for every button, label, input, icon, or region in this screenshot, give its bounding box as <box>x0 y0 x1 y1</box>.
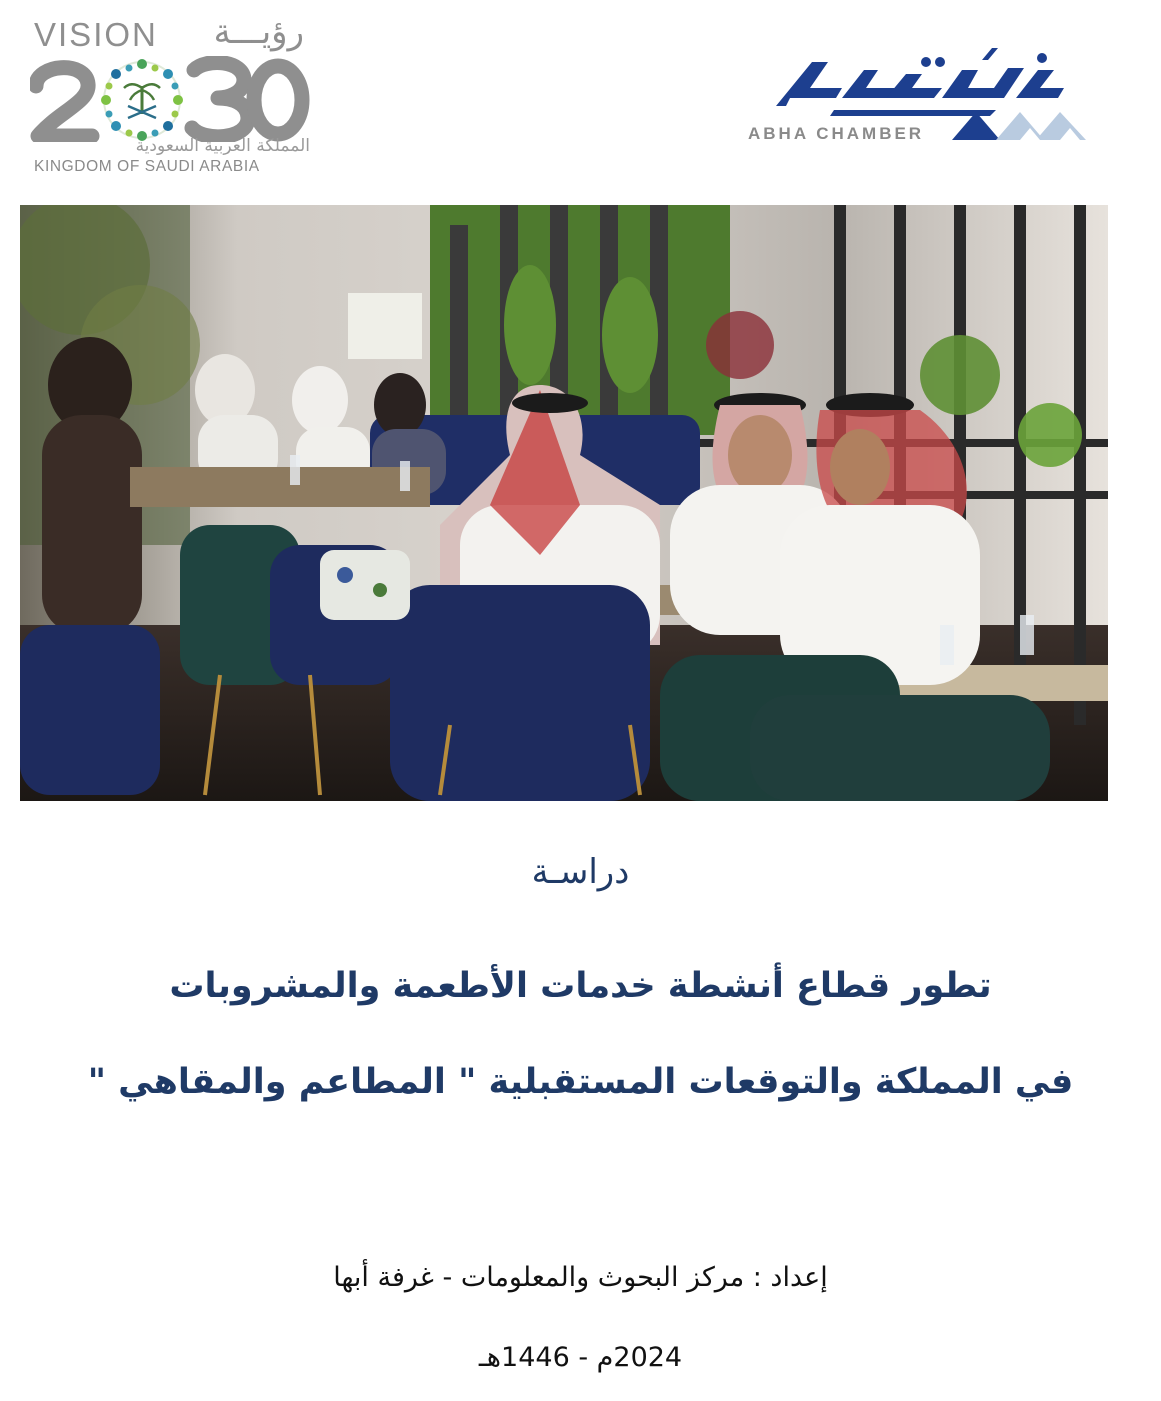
vision-emblem-icon <box>101 59 183 141</box>
cover-kicker: دراسـة <box>531 852 630 892</box>
vision-wordmark <box>34 12 304 60</box>
vision-2030-mark <box>30 56 310 142</box>
restaurant-photo <box>20 205 1108 801</box>
vision-latin-text: VISION <box>34 16 158 53</box>
vision-2030-logo <box>30 12 320 182</box>
cover-title-line-1: تطور قطاع أنشطة خدمات الأطعمة والمشروبات <box>169 966 992 1006</box>
abha-chamber-logo <box>746 40 1092 152</box>
abha-chamber-latin-text: ABHA CHAMBER <box>748 124 925 143</box>
prepared-by: إعداد : مركز البحوث والمعلومات - غرفة أبها <box>333 1262 828 1293</box>
kingdom-arabic-text: المملكة العربية السعودية <box>135 136 310 156</box>
kingdom-english-text: KINGDOM OF SAUDI ARABIA <box>34 158 260 175</box>
vision-arabic-text: رؤيـــة <box>213 12 304 52</box>
cover-date: 2024م - 1446هـ <box>478 1342 683 1373</box>
cover-title-line-2: في المملكة والتوقعات المستقبلية " المطاعم والمقاهي " <box>87 1062 1074 1102</box>
restaurant-scene-icon <box>20 205 1108 801</box>
